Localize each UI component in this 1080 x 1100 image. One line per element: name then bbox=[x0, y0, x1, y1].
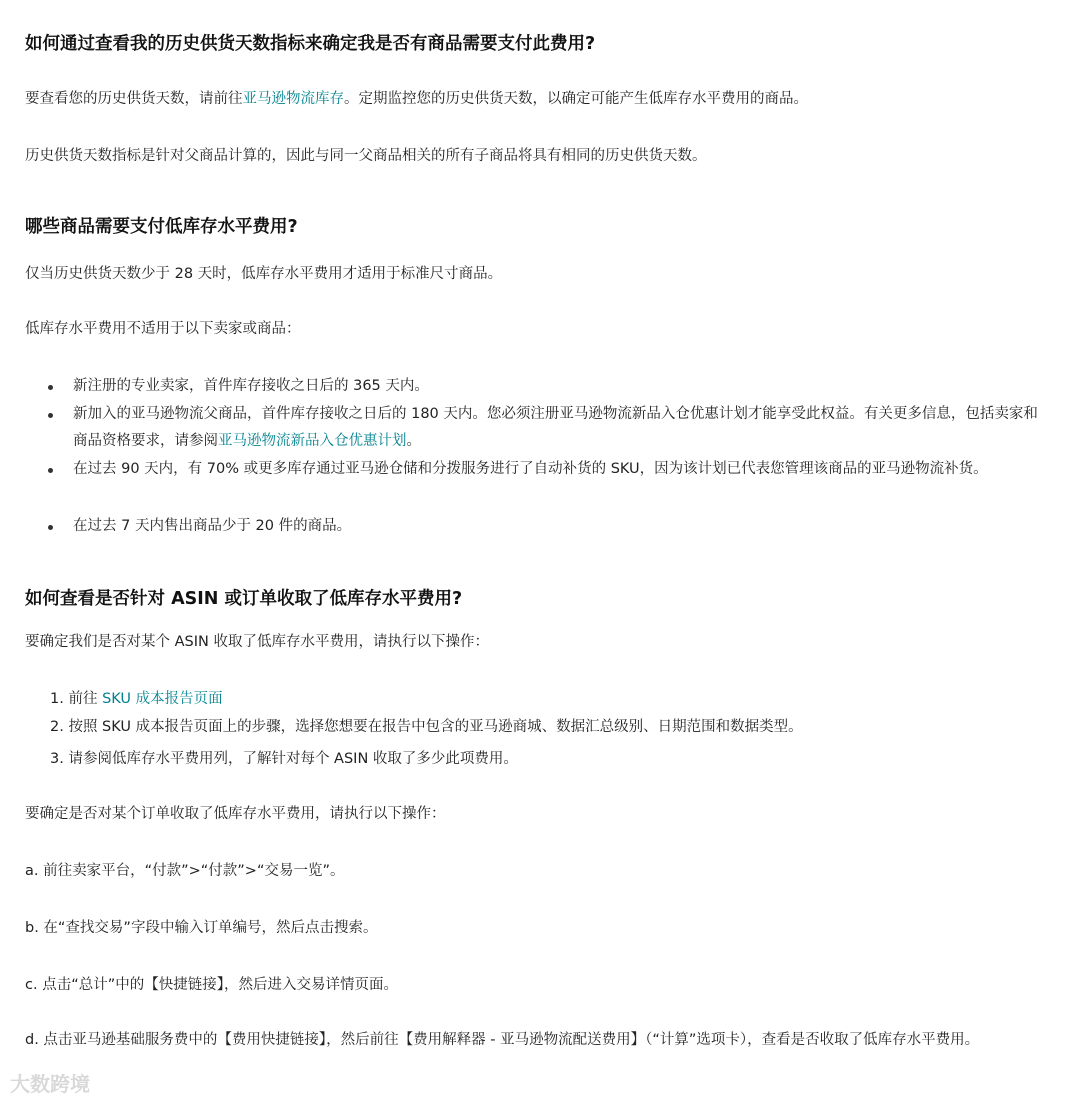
step-c: c. 点击“总计”中的【快捷链接】，然后进入交易详情页面。 bbox=[25, 977, 398, 993]
paragraph: 低库存水平费用不适用于以下卖家或商品： bbox=[25, 321, 301, 337]
step-b: b. 在“查找交易”字段中输入订单编号，然后点击搜索。 bbox=[25, 920, 378, 936]
text: 按照 SKU 成本报告页面上的步骤，选择您想要在报告中包含的亚马逊商城、数据汇总级别、日期范围和数据类型。 bbox=[68, 719, 803, 735]
step-item bbox=[50, 714, 803, 741]
text: 。 bbox=[406, 433, 421, 449]
heading-history-days: 如何通过查看我的历史供货天数指标来确定我是否有商品需要支付此费用? bbox=[25, 34, 596, 54]
heading-which-products: 哪些商品需要支付低库存水平费用? bbox=[25, 217, 298, 237]
text: 要查看您的历史供货天数，请前往 bbox=[25, 91, 243, 107]
sku-cost-report-link[interactable]: SKU 成本报告页面 bbox=[102, 691, 223, 707]
text: 新注册的专业卖家，首件库存接收之日后的 365 天内。 bbox=[73, 378, 429, 394]
paragraph: 仅当历史供货天数少于 28 天时，低库存水平费用才适用于标准尺寸商品。 bbox=[25, 266, 503, 282]
bullet-icon bbox=[48, 413, 53, 418]
list-item bbox=[48, 456, 1038, 483]
text: 。定期监控您的历史供货天数，以确定可能产生低库存水平费用的商品。 bbox=[344, 91, 808, 107]
watermark: 大数跨境 bbox=[10, 1072, 90, 1096]
heading-how-to-check: 如何查看是否针对 ASIN 或订单收取了低库存水平费用? bbox=[25, 589, 463, 609]
text: 在过去 7 天内售出商品少于 20 件的商品。 bbox=[73, 518, 352, 534]
step-d: d. 点击亚马逊基础服务费中的【费用快捷链接】，然后前往【费用解释器 - 亚马逊物流配送费用】（“计算”选项卡），查看是否收取了低库存水平费用。 bbox=[25, 1032, 980, 1048]
step-number: 2. bbox=[50, 719, 69, 735]
step-item bbox=[50, 686, 223, 713]
paragraph: 要确定我们是否对某个 ASIN 收取了低库存水平费用，请执行以下操作： bbox=[25, 634, 489, 650]
step-number: 3. bbox=[50, 751, 69, 767]
list-item bbox=[48, 513, 1048, 540]
text: 请参阅低库存水平费用列，了解针对每个 ASIN 收取了多少此项费用。 bbox=[68, 751, 518, 767]
text: 在过去 90 天内，有 70% 或更多库存通过亚马逊仓储和分拨服务进行了自动补货的 SKU，因为该计划已代表您管理该商品的亚马逊物流补货。 bbox=[73, 461, 988, 477]
bullet-icon bbox=[48, 468, 53, 473]
text: 前往 bbox=[68, 691, 103, 707]
list-item bbox=[48, 401, 1038, 455]
fba-inventory-link[interactable]: 亚马逊物流库存 bbox=[242, 91, 344, 107]
bullet-icon bbox=[48, 385, 53, 390]
paragraph bbox=[25, 86, 808, 113]
step-item bbox=[50, 746, 518, 773]
text: 新加入的亚马逊物流父商品，首件库存接收之日后的 180 天内。您必须注册亚马逊物流新品入仓优惠计划才能享受此权益。有关更多信息，包括卖家和商品资格要求，请参阅 bbox=[73, 406, 1038, 449]
step-a: a. 前往卖家平台，“付款”>“付款”>“交易一览”。 bbox=[25, 863, 345, 879]
list-item bbox=[48, 373, 1048, 400]
new-selection-program-link[interactable]: 亚马逊物流新品入仓优惠计划 bbox=[218, 433, 407, 449]
step-number: 1. bbox=[50, 691, 69, 707]
paragraph: 历史供货天数指标是针对父商品计算的，因此与同一父商品相关的所有子商品将具有相同的历史供货天数。 bbox=[25, 148, 707, 164]
bullet-icon bbox=[48, 525, 53, 530]
paragraph: 要确定是否对某个订单收取了低库存水平费用，请执行以下操作： bbox=[25, 806, 446, 822]
